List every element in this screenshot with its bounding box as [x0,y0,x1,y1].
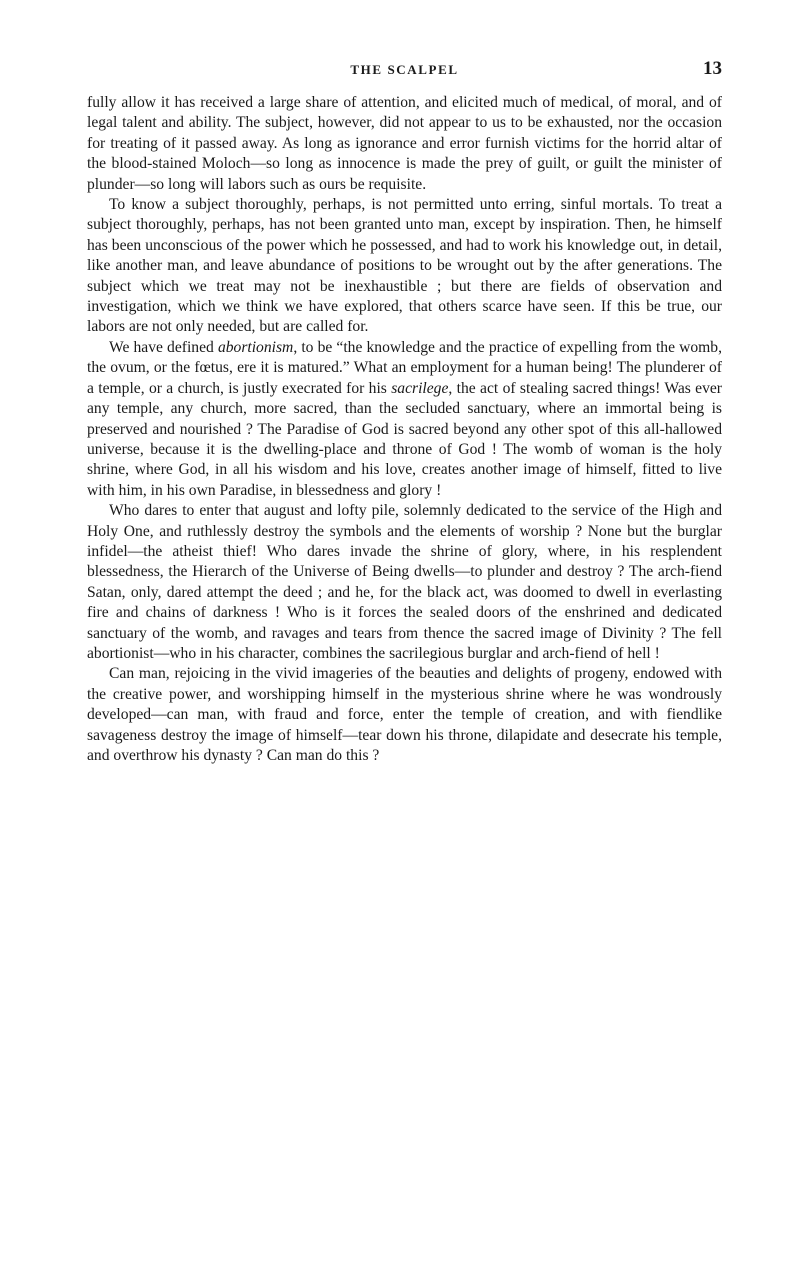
term-sacrilege: sacrilege [391,379,449,397]
paragraph-3 [87,338,722,501]
body-text [87,93,722,766]
paragraph-1: fully allow it has received a large share of attention, and elicited much of medical, of moral, and of legal talent and ability. The subject, however, did not appear to us to be exhausted, nor the occasion for treating of it passed away. As long as ignorance and error furnish victims for the horrid altar of the blood-stained Moloch—so long as innocence is made the prey of guilt, or guilt the minister of plunder—so long will labors such as ours be requisite. [87,94,722,193]
paragraph-5: Can man, rejoicing in the vivid imageries of the beauties and delights of progeny, endowed with the creative power, and worshipping himself in the mysterious shrine where he was wondrously developed—can man, with fraud and force, enter the temple of creation, and with fiendlike savageness destroy the image of himself—tear down his throne, dilapidate and desecrate his temple, and overthrow his dynasty ? Can man do this ? [87,665,722,764]
paragraph-2: To know a subject thoroughly, perhaps, is not permitted unto erring, sinful mortals. To treat a subject thoroughly, perhaps, has not been granted unto man, except by inspiration. Then, he himself has been unconscious of the power which he possessed, and had to work his knowledge out, in detail, like another man, and leave abundance of positions to be wrought out by the after generations. The subject which we treat may not be inexhaustible ; but there are fields of observation and investigation, which we think we have explored, that others scarce have seen. If this be true, our labors are not only needed, but are called for. [87,196,722,336]
paragraph-3-part-c: , the act of stealing sacred things! Was ever any temple, any church, more sacred, than the secluded sanctuary, where an immortal being is preserved and nourished ? The Paradise of God is sacred beyond any other spot of this all-hallowed universe, because it is the dwelling-place and throne of God ! The womb of woman is the holy shrine, where God, in all his wisdom and his love, creates another image of himself, fitted to live with him, in his own Paradise, in blessedness and glory ! [87,379,723,499]
paragraph-3-part-b: , to be “the knowledge and the practice of expelling from the womb, the ovum, or the fœtus, ere it is matured.” What an employment for a human being! The plunderer of a temple, or a church, is justly execrated for his [87,338,723,397]
page-number: 13 [703,58,722,79]
running-title: THE SCALPEL [350,62,459,77]
term-abortionism: abortionism [217,338,294,356]
running-head [87,58,722,86]
paragraph-4: Who dares to enter that august and lofty pile, solemnly dedicated to the service of the High and Holy One, and ruthlessly destroy the symbols and the elements of worship ? None but the burglar infidel—the atheist thief! Who dares invade the shrine of glory, where, in his resplendent blessedness, the Hierarch of the Universe of Being dwells—to plunder and destroy ? The arch-fiend Satan, only, dared attempt the deed ; and he, for the black act, was doomed to dwell in everlasting fire and chains of darkness ! Who is it forces the sealed doors of the enshrined and dedicated sanctuary of the womb, and ravages and tears from thence the sacred image of Divinity ? The fell abortionist—who in his character, combines the sacrilegious burglar and arch-fiend of hell ! [87,502,722,662]
paragraph-3-part-a: We have defined [109,338,218,356]
